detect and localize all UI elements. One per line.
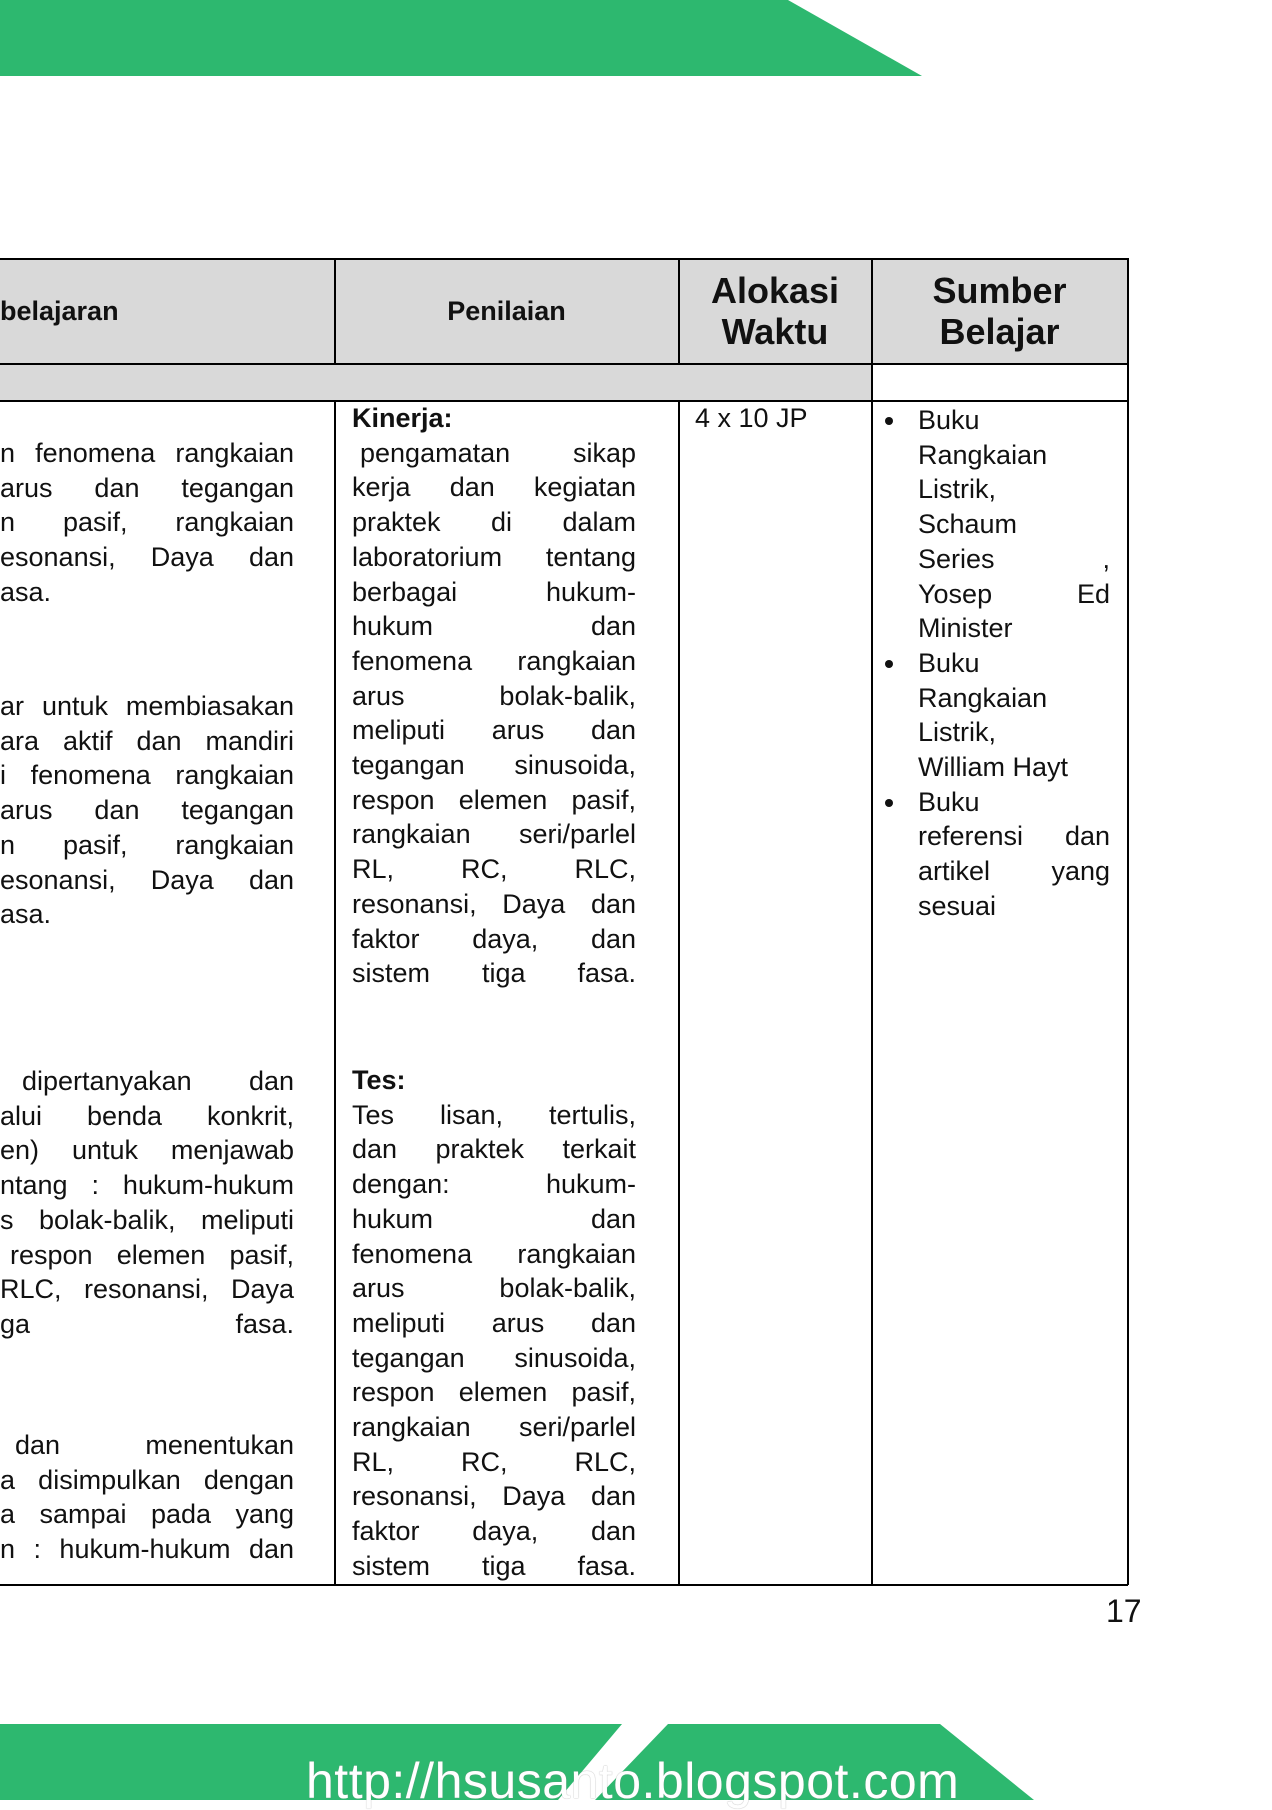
sumber-line: Schaum xyxy=(918,509,1018,540)
kegiatan-block-4 xyxy=(0,1428,294,1567)
kinerja-line: hukum dan xyxy=(352,611,636,642)
sumber-line: Buku xyxy=(918,647,980,678)
kegiatan-b3-line: alui benda konkrit, xyxy=(0,1100,294,1131)
kegiatan-b4-line: dan menentukan xyxy=(15,1430,294,1460)
sumber-line: Buku xyxy=(918,786,980,817)
table-subheader-background xyxy=(0,364,871,400)
kinerja-label: Kinerja: xyxy=(352,403,453,433)
kegiatan-b3-line: respon elemen pasif, xyxy=(10,1239,294,1270)
tes-line: RL, RC, RLC, xyxy=(352,1446,636,1477)
kinerja-line: laboratorium tentang xyxy=(352,541,636,572)
header-penilaian-label: Penilaian xyxy=(447,295,566,326)
kinerja-line: respon elemen pasif, xyxy=(352,784,636,815)
tes-line: Tes lisan, tertulis, xyxy=(352,1099,636,1130)
kegiatan-b3-line: ga fasa. xyxy=(0,1308,294,1339)
kegiatan-b2-line: n pasif, rangkaian xyxy=(0,829,294,860)
tes-line: meliputi arus dan xyxy=(352,1307,636,1338)
kinerja-line: rangkaian seri/parlel xyxy=(352,819,636,850)
col-divider-3 xyxy=(871,258,873,1585)
kegiatan-b4-line: n : hukum-hukum dan xyxy=(0,1534,294,1565)
list-item xyxy=(879,646,1110,785)
kinerja-line: tegangan sinusoida, xyxy=(352,750,636,781)
kinerja-line: praktek di dalam xyxy=(352,507,636,538)
kinerja-line: faktor daya, dan xyxy=(352,923,636,954)
kinerja-line: berbagai hukum- xyxy=(352,576,636,607)
tes-label: Tes: xyxy=(352,1065,406,1095)
alokasi-value xyxy=(695,401,865,436)
kegiatan-b4-line: a sampai pada yang xyxy=(0,1499,294,1530)
tes-line: respon elemen pasif, xyxy=(352,1377,636,1408)
kinerja-line: meliputi arus dan xyxy=(352,715,636,746)
table-right-border xyxy=(1127,258,1129,1585)
kinerja-line: sistem tiga fasa. xyxy=(352,958,636,989)
kinerja-line: RL, RC, RLC, xyxy=(352,854,636,885)
tes-line: faktor daya, dan xyxy=(352,1516,636,1547)
kinerja-line: pengamatan sikap xyxy=(360,437,636,468)
sumber-line: Yosep Ed xyxy=(918,578,1110,609)
sumber-line: Rangkaian xyxy=(918,682,1048,713)
kegiatan-b2-line: arus dan tegangan xyxy=(0,795,294,826)
sumber-line: Series , xyxy=(918,543,1110,574)
table-bottom-border xyxy=(0,1584,1128,1586)
tes-line: tegangan sinusoida, xyxy=(352,1342,636,1373)
sumber-line: Listrik, xyxy=(918,717,997,748)
top-green-band xyxy=(0,0,1272,80)
list-item xyxy=(879,403,1110,646)
kegiatan-b1-line: arus dan tegangan xyxy=(0,472,294,503)
header-pembelajaran-label: belajaran xyxy=(0,295,119,326)
kegiatan-b1-line: asa. xyxy=(0,576,52,607)
tes-line: fenomena rangkaian xyxy=(352,1238,636,1269)
header-penilaian xyxy=(335,259,678,363)
kegiatan-b1-line: esonansi, Daya dan xyxy=(0,542,294,573)
header-sumber-line2: Belajar xyxy=(939,311,1060,352)
tes-line: sistem tiga fasa. xyxy=(352,1550,636,1581)
kinerja-line: kerja dan kegiatan xyxy=(352,472,636,503)
sumber-line: Buku xyxy=(918,405,980,435)
kegiatan-b4-line: a disimpulkan dengan xyxy=(0,1464,294,1495)
tes-line: arus bolak-balik, xyxy=(352,1273,636,1304)
kegiatan-b3-line: en) untuk menjawab xyxy=(0,1135,294,1166)
sumber-line: Listrik, xyxy=(918,474,997,505)
tes-line: dengan: hukum- xyxy=(352,1169,636,1200)
kegiatan-block-1 xyxy=(0,436,294,610)
header-alokasi-waktu xyxy=(679,259,871,363)
kegiatan-b1-line: n fenomena rangkaian xyxy=(0,438,294,468)
sumber-line: artikel yang xyxy=(918,856,1110,887)
kegiatan-b2-line: i fenomena rangkaian xyxy=(0,760,294,791)
penilaian-kinerja xyxy=(352,401,636,991)
kegiatan-b3-line: ntang : hukum-hukum xyxy=(0,1170,294,1201)
kegiatan-b2-line: esonansi, Daya dan xyxy=(0,864,294,895)
col-divider-1-body xyxy=(334,400,336,1585)
sumber-line: referensi dan xyxy=(918,821,1110,852)
kegiatan-block-3 xyxy=(0,1064,294,1342)
sumber-list xyxy=(879,403,1110,924)
sumber-line: William Hayt xyxy=(918,752,1069,783)
tes-line: resonansi, Daya dan xyxy=(352,1481,636,1512)
tes-line: rangkaian seri/parlel xyxy=(352,1412,636,1443)
footer-url-link[interactable]: http://hsusanto.blogspot.com xyxy=(306,1753,960,1809)
penilaian-tes xyxy=(352,1063,636,1584)
tes-line: hukum dan xyxy=(352,1203,636,1234)
list-item xyxy=(879,785,1110,924)
kegiatan-b1-line: n pasif, rangkaian xyxy=(0,507,294,538)
kegiatan-b2-line: ara aktif dan mandiri xyxy=(0,725,294,756)
col-divider-2-body xyxy=(678,400,680,1585)
page-number: 17 xyxy=(1106,1593,1142,1629)
alokasi-value-text: 4 x 10 JP xyxy=(695,403,808,433)
kegiatan-b3-line: dipertanyakan dan xyxy=(22,1066,294,1096)
header-pembelajaran xyxy=(0,259,126,363)
header-alokasi-line2: Waktu xyxy=(721,311,829,352)
header-sumber-belajar xyxy=(872,259,1127,363)
kegiatan-b3-line: s bolak-balik, meliputi xyxy=(0,1204,294,1235)
kegiatan-b2-line: asa. xyxy=(0,899,52,930)
kegiatan-b3-line: RLC, resonansi, Daya xyxy=(0,1274,294,1305)
sumber-line: sesuai xyxy=(918,890,997,921)
kinerja-line: resonansi, Daya dan xyxy=(352,888,636,919)
kinerja-line: fenomena rangkaian xyxy=(352,645,636,676)
sumber-line: Minister xyxy=(918,613,1013,644)
tes-line: dan praktek terkait xyxy=(352,1134,636,1165)
kegiatan-block-2 xyxy=(0,689,294,932)
table-header-bottom-border xyxy=(0,363,1128,365)
header-alokasi-line1: Alokasi xyxy=(710,270,840,311)
kinerja-line: arus bolak-balik, xyxy=(352,680,636,711)
header-sumber-line1: Sumber xyxy=(932,270,1067,311)
kegiatan-b2-line: ar untuk membiasakan xyxy=(0,691,294,721)
sumber-line: Rangkaian xyxy=(918,439,1048,470)
